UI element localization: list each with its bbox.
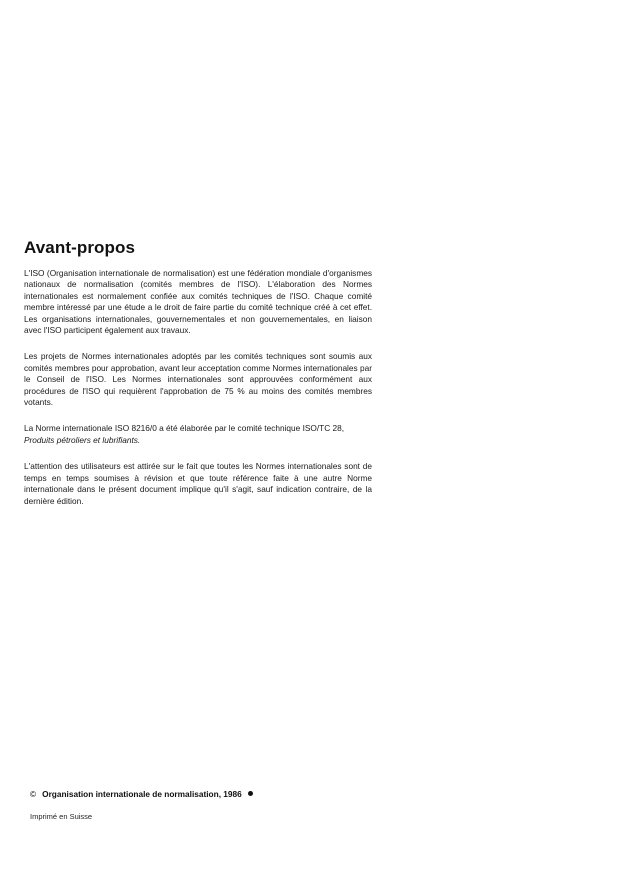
copyright-icon: © xyxy=(30,789,37,799)
committee-title: Produits pétroliers et lubrifiants. xyxy=(24,434,141,445)
printed-in-note: Imprimé en Suisse xyxy=(30,812,93,821)
paragraph-approval: Les projets de Normes internationales adoptés par les comités techniques sont soumis aux comités membres pour approbation, avant leur acceptation comme Normes internationales par le Conseil de l'ISO. Les Normes internationales sont approuvées conformément aux procédures de l'ISO qui requièrent l'approbation de 75 % au moins des comités membres votants. xyxy=(24,351,372,408)
paragraph-iso-intro: L'ISO (Organisation internationale de normalisation) est une fédération mondiale d'organismes nationaux de normalisation (comités membres de l'ISO). L'élaboration des Normes internationales est normalement confiée aux comités techniques de l'ISO. Chaque comité membre intéressé par une étude a le droit de faire partie du comité technique créé à cet effet. Les organisations internationales, gouvernementales et non gouvernementales, en liaison avec l'ISO participent également aux travaux. xyxy=(24,268,372,336)
page-title: Avant-propos xyxy=(24,238,136,257)
bullet-dot-icon xyxy=(248,791,253,796)
foreword-body xyxy=(24,268,372,522)
paragraph-committee xyxy=(24,423,372,446)
copyright-text: Organisation internationale de normalisation, 1986 xyxy=(42,789,242,799)
committee-text: La Norme internationale ISO 8216/0 a été élaborée par le comité technique ISO/TC 28, xyxy=(24,423,345,434)
copyright-footer xyxy=(30,789,253,799)
paragraph-revision-notice: L'attention des utilisateurs est attirée sur le fait que toutes les Normes internationales sont de temps en temps soumises à révision et que toute référence faite à une autre Norme internationale dans le présent document implique qu'il s'agit, sauf indication contraire, de la dernière édition. xyxy=(24,461,372,506)
